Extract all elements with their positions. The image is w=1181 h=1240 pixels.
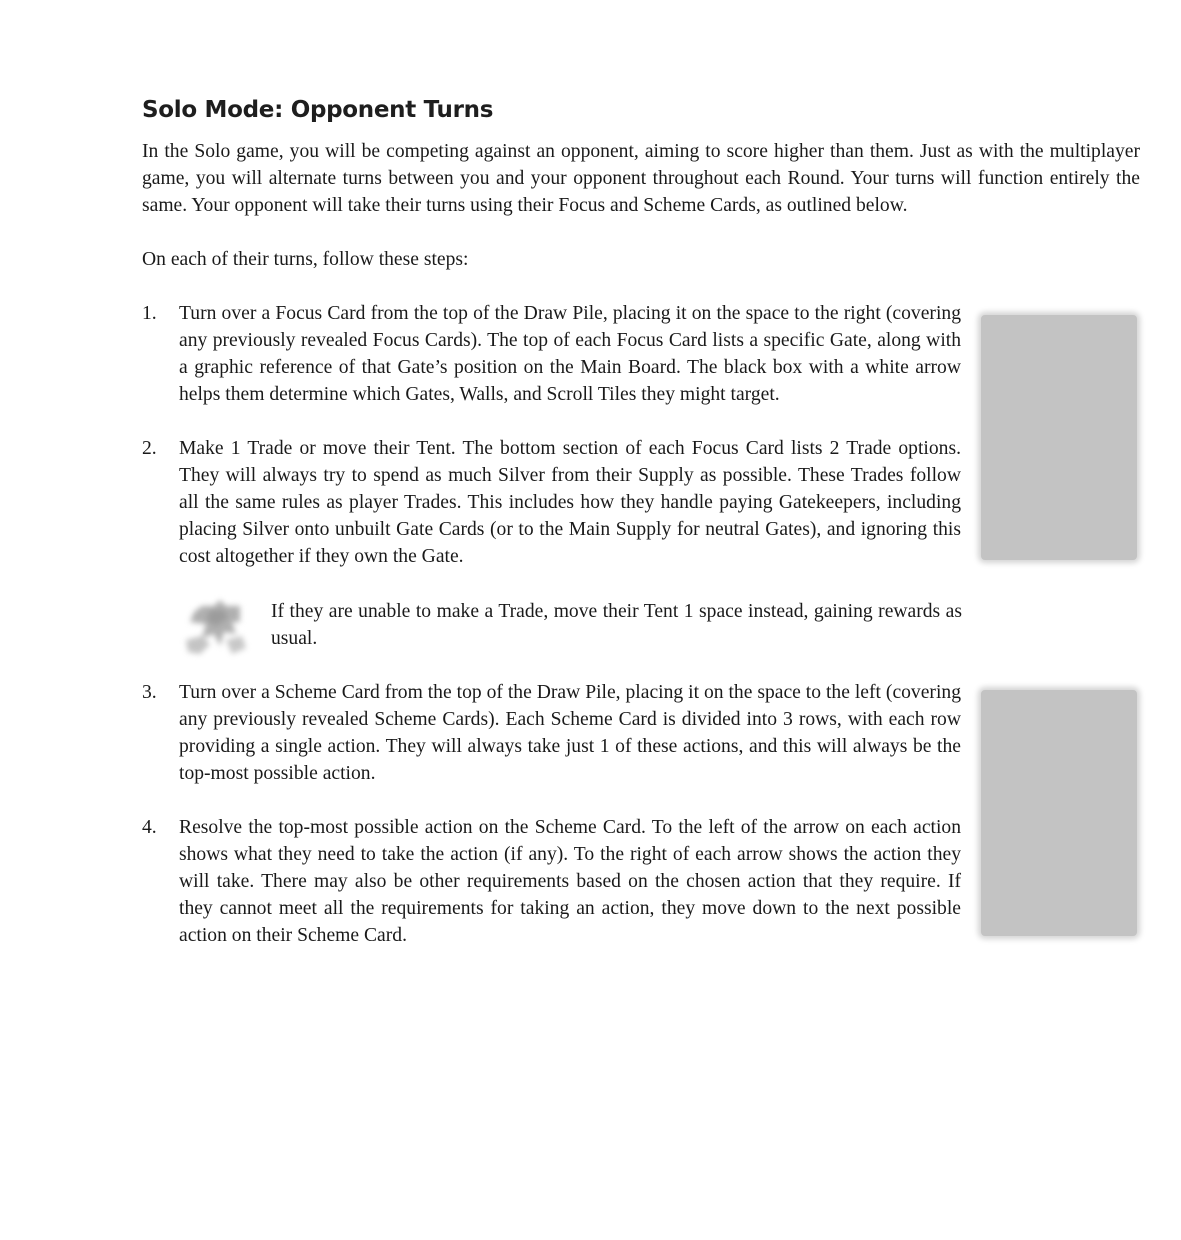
focus-card-image — [981, 315, 1137, 560]
step-number: 4. — [142, 817, 157, 838]
step-text: Turn over a Scheme Card from the top of the Draw Pile, placing it on the space to the left (covering any previously revealed Scheme Cards). Each Scheme Card is divided into 3 rows, with each row providing a single action. They will always take just 1 of these actions, and this will always be the top-most possible action. — [179, 682, 961, 784]
step-number: 1. — [142, 303, 157, 324]
section-title: Solo Mode: Opponent Turns — [142, 97, 494, 123]
step-number: 2. — [142, 438, 157, 459]
step-number: 3. — [142, 682, 157, 703]
tent-icon — [180, 596, 252, 660]
scheme-card-image — [981, 690, 1137, 936]
intro-paragraph: In the Solo game, you will be competing against an opponent, aiming to score higher than them. Just as with the multiplayer game, you will alternate turns between you and your opponent throughout each Round. Your turns will function entirely the same. Your opponent will take their turns using their Focus and Scheme Cards, as outlined below. — [142, 141, 1140, 216]
step-text: Resolve the top-most possible action on the Scheme Card. To the left of the arrow on each action shows what they need to take the action (if any). To the right of each arrow shows the action they will take. There may also be other requirements based on the chosen action that they require. If they cannot meet all the requirements for taking an action, they move down to the next possible action on their Scheme Card. — [179, 817, 961, 946]
steps-intro: On each of their turns, follow these steps: — [142, 249, 469, 270]
note-text: If they are unable to make a Trade, move their Tent 1 space instead, gaining rewards as usual. — [271, 601, 962, 649]
step-text: Make 1 Trade or move their Tent. The bottom section of each Focus Card lists 2 Trade options. They will always try to spend as much Silver from their Supply as possible. These Trades follow all the same rules as player Trades. This includes how they handle paying Gatekeepers, including placing Silver onto unbuilt Gate Cards (or to the Main Supply for neutral Gates), and ignoring this cost altogether if they own the Gate. — [179, 438, 961, 567]
step-text: Turn over a Focus Card from the top of the Draw Pile, placing it on the space to the right (covering any previously revealed Focus Cards). The top of each Focus Card lists a specific Gate, along with a graphic reference of that Gate’s position on the Main Board. The black box with a white arrow helps them determine which Gates, Walls, and Scroll Tiles they might target. — [179, 303, 961, 405]
